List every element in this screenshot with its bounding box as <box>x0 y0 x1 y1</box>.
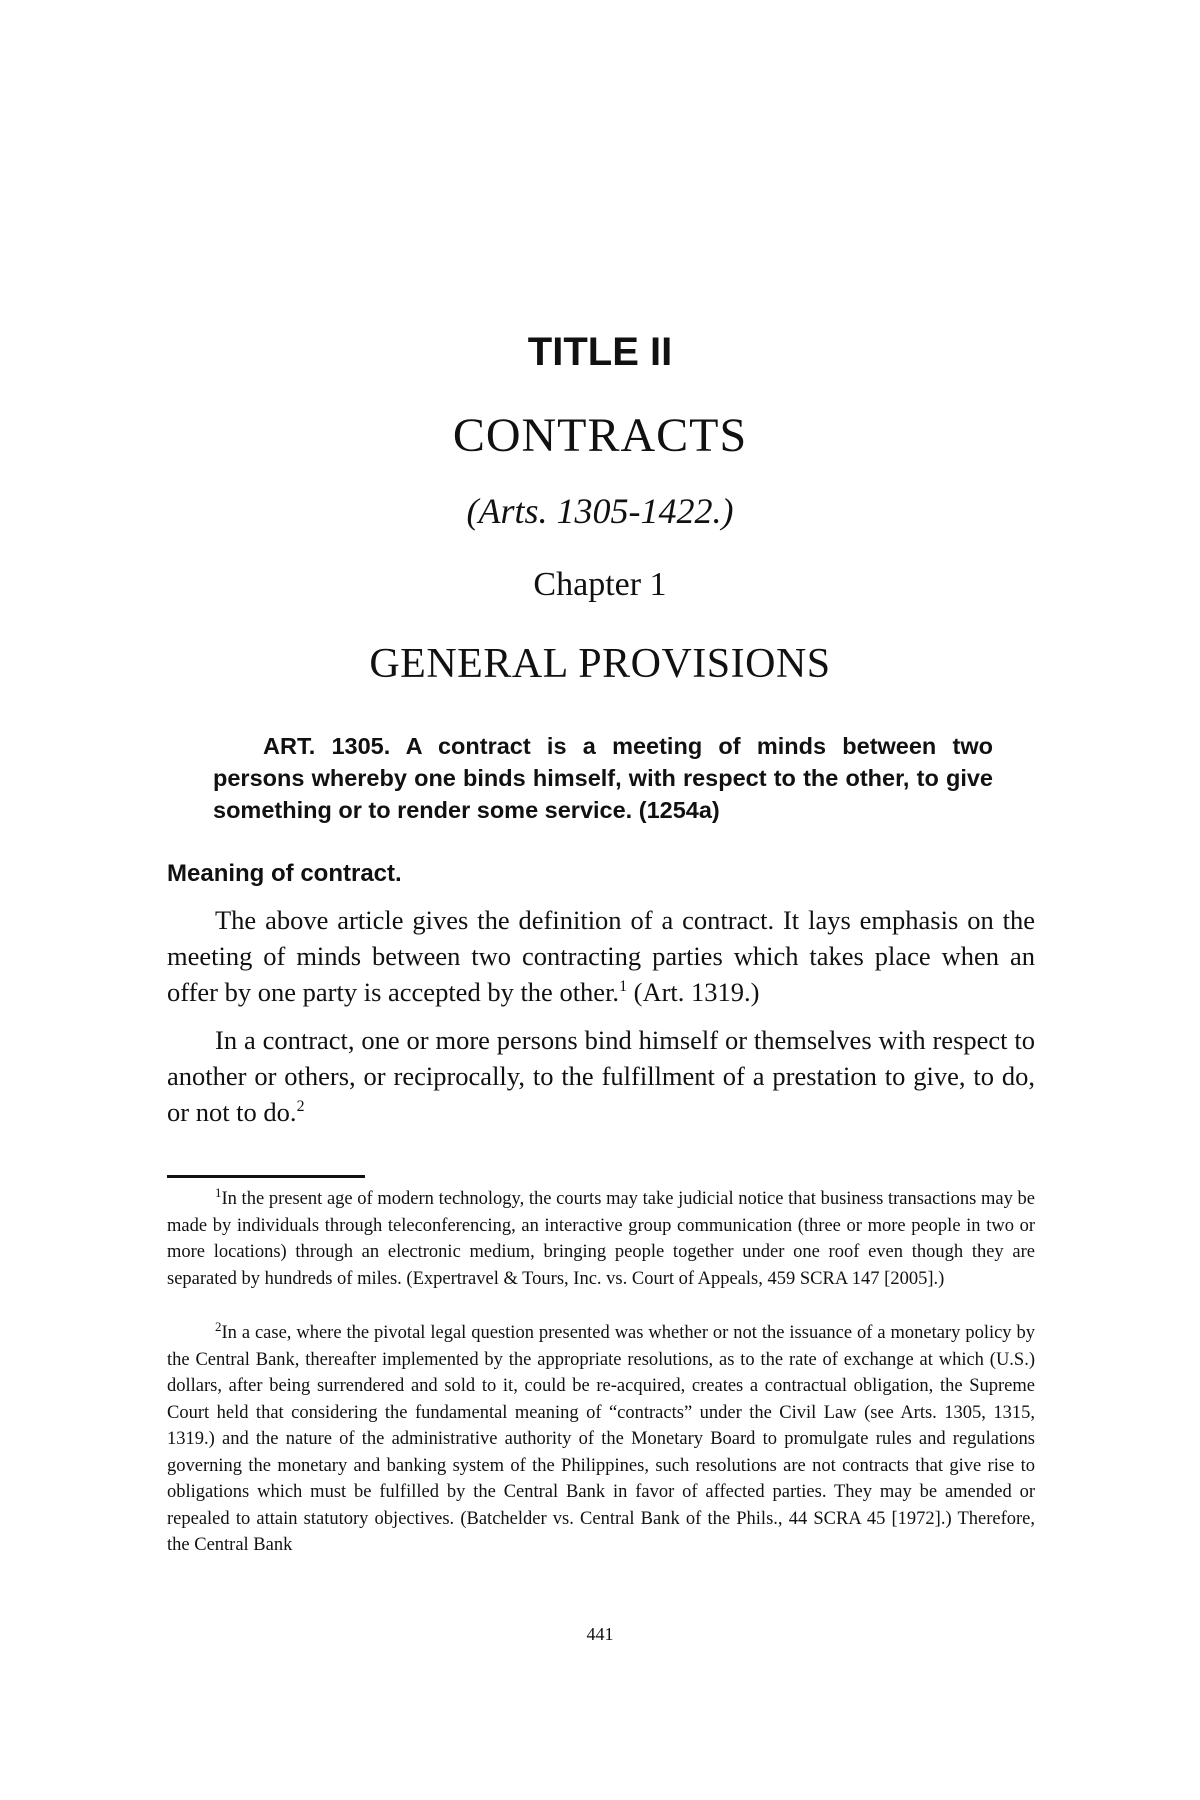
footnote <box>167 1186 1035 1292</box>
paragraph-text: The above article gives the definition of a contract. It lays emphasis on the meeting of minds between two contracting parties which takes place when an offer by one party is accepted by the other. <box>167 905 1035 1007</box>
body-paragraph <box>167 1022 1035 1130</box>
articles-range: (Arts. 1305-1422.) <box>466 491 734 531</box>
paragraph-text: In a contract, one or more persons bind himself or themselves with respect to another or others, or reciprocally, to the fulfillment of a prestation to give, to do, or not to do. <box>167 1025 1035 1127</box>
footnote-number: 1 <box>215 1184 222 1200</box>
body-paragraph <box>167 902 1035 1010</box>
section-heading: Meaning of contract. <box>167 860 402 887</box>
chapter-title: GENERAL PROVISIONS <box>369 641 831 687</box>
footnote-reference: 2 <box>296 1098 305 1116</box>
chapter-heading: Chapter 1 <box>533 566 667 603</box>
footnote-number: 2 <box>215 1318 222 1334</box>
footnote-text: In a case, where the pivotal legal question presented was whether or not the issuance of a monetary policy by the Central Bank, thereafter implemented by the appropriate resolutions, as to the rate of exchange at which (U.S.) dollars, after being surrendered and sold to it, could be re-acquired, creates a contractual obligation, the Supreme Court held that considering the fundamental meaning of “contracts” under the Civil Law (see Arts. 1305, 1315, 1319.) and the nature of the administrative authority of the Monetary Board to promulgate rules and regulations governing the monetary and banking system of the Philippines, such resolutions are not contracts that give rise to obligations which must be fulfilled by the Central Bank in favor of affected parties. They may be amended or repealed to attain statutory objectives. (Batchelder vs. Central Bank of the Phils., 44 SCRA 45 [1972].) Therefore, the Central Bank <box>167 1323 1035 1555</box>
article-1305-text: ART. 1305. A contract is a meeting of minds between two persons whereby one binds himself, with respect to the other, to give something or to render some service. (1254a) <box>213 733 993 823</box>
paragraph-citation: (Art. 1319.) <box>627 977 760 1007</box>
page-number: 441 <box>586 1624 614 1644</box>
footnote-text: In the present age of modern technology, the courts may take judicial notice that business transactions may be made by individuals through teleconferencing, an interactive group communication (three or more people in two or more locations) through an electronic medium, bringing people together under one roof even though they are separated by hundreds of miles. (Expertravel & Tours, Inc. vs. Court of Appeals, 459 SCRA 147 [2005].) <box>167 1189 1035 1289</box>
footnote-divider <box>167 1175 365 1178</box>
subject-heading: CONTRACTS <box>452 409 748 462</box>
title-heading: TITLE II <box>527 330 673 374</box>
footnote-reference: 1 <box>619 978 628 996</box>
footnote <box>167 1320 1035 1559</box>
